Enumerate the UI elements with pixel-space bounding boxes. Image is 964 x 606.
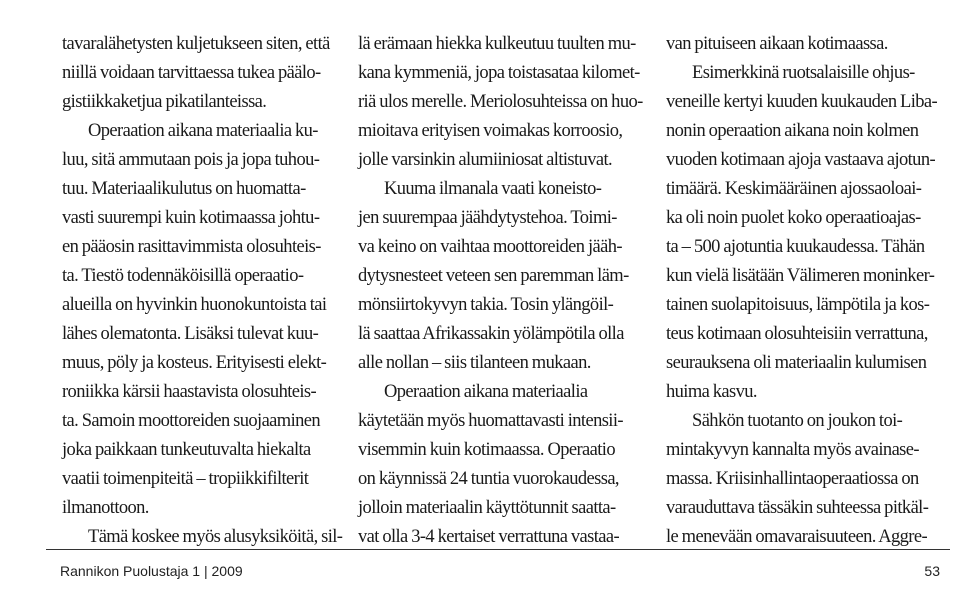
text-line: tuu. Materiaalikulutus on huomatta- (62, 179, 306, 199)
text-line: ta. Tiestö todennäköisillä operaatio- (62, 266, 304, 286)
text-line: dytysnesteet veteen sen paremman läm- (358, 266, 629, 286)
text-column-3 (666, 30, 946, 552)
text-line: mioitava erityisen voimakas korroosio, (358, 121, 623, 141)
text-line: tainen suolapitoisuus, lämpötila ja kos- (666, 295, 930, 315)
text-line: seurauksena oli materiaalin kulumisen (666, 353, 927, 373)
text-line: vuoden kotimaan ajoja vastaava ajotun- (666, 150, 936, 170)
text-line: kana kymmeniä, jopa toistasataa kilomet- (358, 63, 640, 83)
text-line: van pituiseen aikaan kotimaassa. (666, 34, 888, 54)
text-line: massa. Kriisinhallintaoperaatiossa on (666, 469, 919, 489)
text-line: teus kotimaan olosuhteisiin verrattuna, (666, 324, 928, 344)
text-line: veneille kertyi kuuden kuukauden Liba- (666, 92, 938, 112)
text-column-2 (358, 30, 643, 552)
text-line: Kuuma ilmanala vaati koneisto- (384, 179, 602, 199)
text-line: lähes olematonta. Lisäksi tulevat kuu- (62, 324, 319, 344)
text-line: roniikka kärsii haastavista olosuhteis- (62, 382, 317, 402)
text-line: ta. Samoin moottoreiden suojaaminen (62, 411, 321, 431)
text-line: lä erämaan hiekka kulkeutuu tuulten mu- (358, 34, 636, 54)
text-line: Operaation aikana materiaalia (384, 382, 588, 402)
text-column-1 (62, 30, 343, 552)
text-line: Tämä koskee myös alusyksiköitä, sil- (88, 527, 343, 547)
text-line: mintakyvyn kannalta myös avainase- (666, 440, 919, 460)
text-line: en pääosin rasittavimmista olosuhteis- (62, 237, 321, 257)
text-line: nonin operaation aikana noin kolmen (666, 121, 919, 141)
text-line: riä ulos merelle. Meriolosuhteissa on huo- (358, 92, 643, 112)
text-line: luu, sitä ammutaan pois ja jopa tuhou- (62, 150, 320, 170)
text-line: vaatii toimenpiteitä – tropiikkifilterit (62, 469, 309, 489)
text-line: tavaralähetysten kuljetukseen siten, että (62, 34, 330, 54)
text-line: visemmin kuin kotimaassa. Operaatio (358, 440, 615, 460)
text-line: va keino on vaihtaa moottoreiden jääh- (358, 237, 622, 257)
text-line: huima kasvu. (666, 382, 757, 402)
text-line: Sähkön tuotanto on joukon toi- (692, 411, 903, 431)
text-line: lä saattaa Afrikassakin yölämpötila olla (358, 324, 624, 344)
text-line: alle nollan – siis tilanteen mukaan. (358, 353, 591, 373)
text-line: käytetään myös huomattavasti intensii- (358, 411, 623, 431)
text-line: jolle varsinkin alumiiniosat altistuvat. (358, 150, 613, 170)
text-line: timäärä. Keskimääräinen ajossaoloai- (666, 179, 922, 199)
footer-divider (46, 549, 950, 550)
text-line: kun vielä lisätään Välimeren moninker- (666, 266, 935, 286)
text-line: Esimerkkinä ruotsalaisille ohjus- (692, 63, 915, 83)
text-line: mönsiirtokyvyn takia. Tosin ylängöil- (358, 295, 614, 315)
text-line: joka paikkaan tunkeutuvalta hiekalta (62, 440, 311, 460)
text-line: le menevään omavaraisuuteen. Aggre- (666, 527, 928, 547)
text-line: jen suurempaa jäähdytystehoa. Toimi- (358, 208, 617, 228)
footer-publication: Rannikon Puolustaja 1 | 2009 (60, 563, 243, 579)
page-number: 53 (924, 563, 940, 579)
text-line: muus, pöly ja kosteus. Erityisesti elekt- (62, 353, 327, 373)
text-line: Operaation aikana materiaalia ku- (88, 121, 318, 141)
text-line: vat olla 3-4 kertaiset verrattuna vastaa- (358, 527, 620, 547)
text-line: ilmanottoon. (62, 498, 149, 518)
text-line: vasti suurempi kuin kotimaassa johtu- (62, 208, 320, 228)
text-line: ka oli noin puolet koko operaatioajas- (666, 208, 921, 228)
text-line: on käynnissä 24 tuntia vuorokaudessa, (358, 469, 619, 489)
text-line: gistiikkaketjua pikatilanteissa. (62, 92, 267, 112)
text-line: niillä voidaan tarvittaessa tukea päälo- (62, 63, 321, 83)
text-line: varauduttava tässäkin suhteessa pitkäl- (666, 498, 929, 518)
text-line: ta – 500 ajotuntia kuukaudessa. Tähän (666, 237, 925, 257)
text-line: jolloin materiaalin käyttötunnit saatta- (358, 498, 616, 518)
text-line: alueilla on hyvinkin huonokuntoista tai (62, 295, 327, 315)
